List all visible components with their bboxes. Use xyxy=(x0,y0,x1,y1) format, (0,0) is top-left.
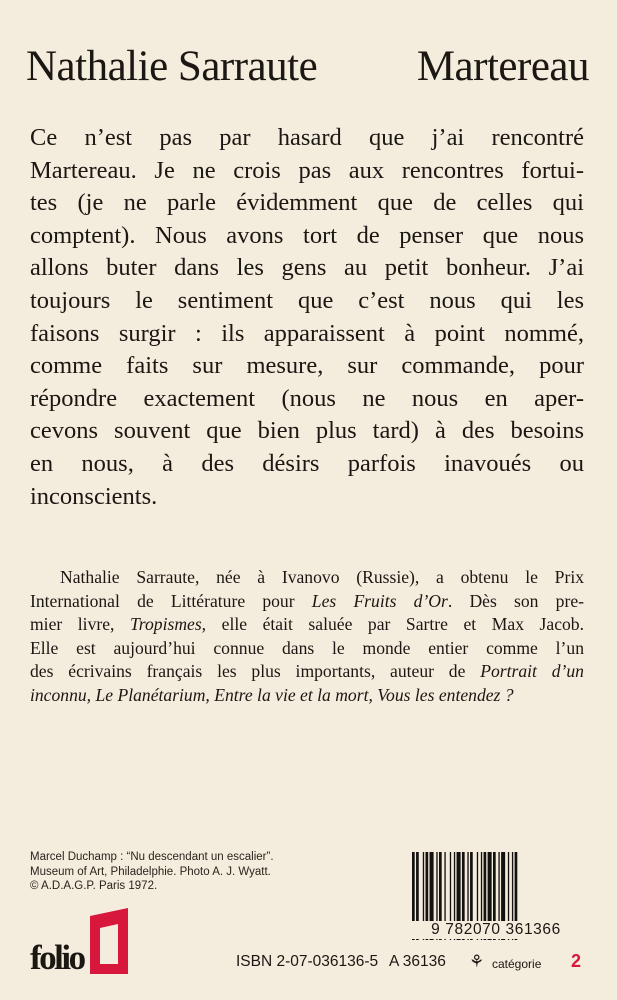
bio-line: Elle est aujourd’hui connue dans le monde entier comme l’un xyxy=(30,637,584,658)
cover-art-credit xyxy=(30,850,274,894)
folio-logo xyxy=(30,906,160,978)
book-title: Martereau xyxy=(416,43,589,90)
author-biography xyxy=(30,566,584,708)
category-symbol-icon: ⚘ xyxy=(469,952,485,971)
excerpt-line: tes (je ne parle évidemment que de celles qui xyxy=(30,189,584,217)
category-label: catégorie xyxy=(492,957,542,971)
excerpt-line: inconscients. xyxy=(30,482,158,510)
isbn-number: ISBN 2-07-036136-5 xyxy=(236,953,379,970)
excerpt-line: Ce n’est pas par hasard que j’ai rencontré xyxy=(30,124,584,151)
excerpt-line: toujours le sentiment que c’est nous qui les xyxy=(30,286,584,314)
bio-line: Nathalie Sarraute, née à Ivanovo (Russie), a obtenu le Prix xyxy=(60,567,584,587)
bio-book-title: Portrait d’un xyxy=(480,661,584,682)
bio-book-titles: inconnu, Le Planétarium, Entre la vie et la mort, Vous les entendez ? xyxy=(30,684,514,705)
excerpt-line: Martereau. Je ne crois pas aux rencontres fortui- xyxy=(30,156,584,184)
book-excerpt xyxy=(30,122,584,513)
bio-text: mier livre, xyxy=(30,614,130,635)
bio-line xyxy=(30,684,584,708)
bio-text: elle était saluée par Sartre et Max Jacob. xyxy=(206,614,584,635)
isbn-row xyxy=(236,953,588,975)
credit-line: Museum of Art, Philadelphie. Photo A. J. Wyatt. xyxy=(30,865,271,878)
excerpt-line: comptent). Nous avons tort de penser que nous xyxy=(30,221,584,249)
category-number: 2 xyxy=(571,951,582,971)
excerpt-line: répondre exactement (nous ne nous en aper- xyxy=(30,384,584,412)
bio-book-title: Tropismes, xyxy=(129,614,207,635)
excerpt-line: en nous, à des désirs parfois inavoués ou xyxy=(30,449,584,477)
folio-wordmark: folio xyxy=(30,938,84,977)
excerpt-line: faisons surgir : ils apparaissent à point nommé, xyxy=(30,319,584,347)
bio-book-title: Les Fruits d’Or xyxy=(311,590,448,611)
author-name: Nathalie Sarraute xyxy=(26,43,318,90)
excerpt-line: allons buter dans les gens au petit bonheur. J’ai xyxy=(30,254,584,282)
credit-line: © A.D.A.G.P. Paris 1972. xyxy=(30,880,158,893)
catalog-reference: A 36136 xyxy=(389,953,446,970)
bio-text: . Dès son pre- xyxy=(447,590,585,611)
bio-line xyxy=(30,613,584,637)
bio-text: International de Littérature pour xyxy=(30,590,312,611)
credit-line: Marcel Duchamp : “Nu descendant un escalier”. xyxy=(30,851,274,863)
bio-line xyxy=(30,590,584,614)
cover-header xyxy=(26,42,589,92)
excerpt-line: comme faits sur mesure, sur commande, pour xyxy=(30,352,584,380)
folio-emblem-icon xyxy=(82,906,136,976)
barcode-number: 9 782070 361366 xyxy=(406,921,586,939)
bio-line xyxy=(30,660,584,684)
bio-text: des écrivains français les plus importants, auteur de xyxy=(30,661,481,682)
excerpt-line: cevons souvent que bien plus tard) à des besoins xyxy=(30,417,584,445)
